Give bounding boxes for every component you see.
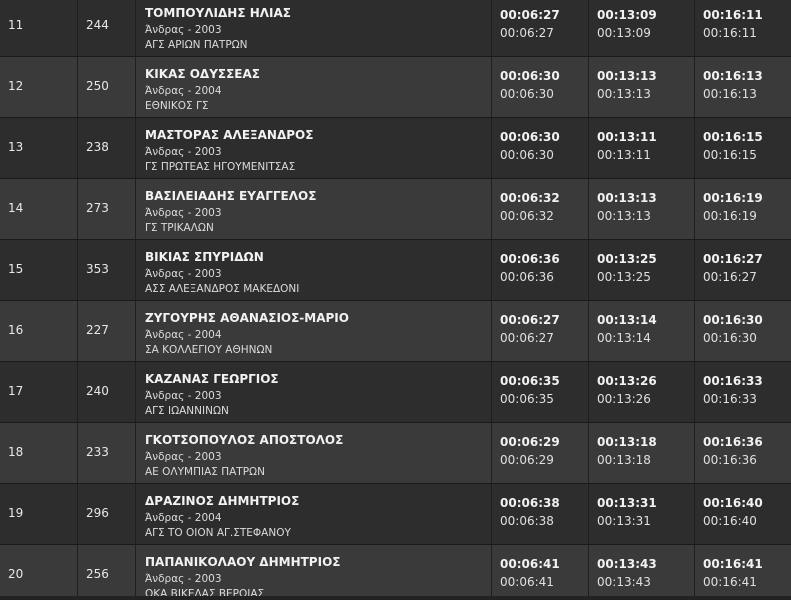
split-time: 00:06:36 xyxy=(500,252,560,266)
split-2-cell xyxy=(589,301,695,361)
athlete-category: Άνδρας - 2004 xyxy=(145,329,222,341)
athlete-cell xyxy=(136,301,492,361)
bib-number: 238 xyxy=(86,140,109,154)
athlete-club: ΑΓΣ ΑΡΙΩΝ ΠΑΤΡΩΝ xyxy=(145,39,248,51)
split-time-secondary: 00:13:13 xyxy=(597,87,651,101)
split-time: 00:16:40 xyxy=(703,496,763,510)
bib-cell xyxy=(78,118,136,178)
athlete-name[interactable]: ΖΥΓΟΥΡΗΣ ΑΘΑΝΑΣΙΟΣ-ΜΑΡΙΟ xyxy=(145,311,349,325)
rank: 12 xyxy=(8,79,24,93)
table-row[interactable] xyxy=(0,0,791,57)
split-3-cell xyxy=(695,118,791,178)
split-time-secondary: 00:06:29 xyxy=(500,453,554,467)
bib-cell xyxy=(78,240,136,300)
split-time: 00:06:29 xyxy=(500,435,560,449)
bib-cell xyxy=(78,0,136,56)
split-3-cell xyxy=(695,484,791,544)
split-2-cell xyxy=(589,545,695,596)
split-time-secondary: 00:13:18 xyxy=(597,453,651,467)
split-3-cell xyxy=(695,423,791,483)
rank: 20 xyxy=(8,567,24,581)
split-2-cell xyxy=(589,484,695,544)
split-time-secondary: 00:16:33 xyxy=(703,392,757,406)
athlete-category: Άνδρας - 2004 xyxy=(145,512,222,524)
table-row[interactable] xyxy=(0,545,791,596)
rank: 13 xyxy=(8,140,24,154)
athlete-cell xyxy=(136,0,492,56)
split-time: 00:06:41 xyxy=(500,557,560,571)
split-1-cell xyxy=(492,301,589,361)
split-1-cell xyxy=(492,484,589,544)
athlete-cell xyxy=(136,545,492,596)
athlete-category: Άνδρας - 2003 xyxy=(145,24,222,36)
athlete-club: ΓΣ ΤΡΙΚΑΛΩΝ xyxy=(145,222,214,234)
bib-cell xyxy=(78,362,136,422)
split-3-cell xyxy=(695,57,791,117)
split-2-cell xyxy=(589,0,695,56)
split-2-cell xyxy=(589,423,695,483)
table-row[interactable] xyxy=(0,240,791,301)
rank-cell xyxy=(0,57,78,117)
split-time-secondary: 00:13:13 xyxy=(597,209,651,223)
split-time: 00:13:13 xyxy=(597,69,657,83)
split-time: 00:16:27 xyxy=(703,252,763,266)
split-time: 00:06:30 xyxy=(500,130,560,144)
athlete-category: Άνδρας - 2003 xyxy=(145,207,222,219)
split-time-secondary: 00:13:25 xyxy=(597,270,651,284)
split-time: 00:13:25 xyxy=(597,252,657,266)
split-time-secondary: 00:06:27 xyxy=(500,331,554,345)
bib-cell xyxy=(78,301,136,361)
split-3-cell xyxy=(695,240,791,300)
split-2-cell xyxy=(589,57,695,117)
split-time-secondary: 00:13:09 xyxy=(597,26,651,40)
split-time-secondary: 00:16:41 xyxy=(703,575,757,589)
athlete-club: ΟΚΑ ΒΙΚΕΛΑΣ ΒΕΡΟΙΑΣ xyxy=(145,588,265,596)
split-2-cell xyxy=(589,118,695,178)
split-time-secondary: 00:06:27 xyxy=(500,26,554,40)
athlete-club: ΑΕ ΟΛΥΜΠΙΑΣ ΠΑΤΡΩΝ xyxy=(145,466,265,478)
athlete-club: ΑΓΣ ΤΟ ΟΙΟΝ ΑΓ.ΣΤΕΦΑΝΟΥ xyxy=(145,527,291,539)
split-time: 00:16:33 xyxy=(703,374,763,388)
split-time: 00:13:13 xyxy=(597,191,657,205)
athlete-cell xyxy=(136,179,492,239)
split-time-secondary: 00:06:32 xyxy=(500,209,554,223)
bib-number: 273 xyxy=(86,201,109,215)
rank-cell xyxy=(0,423,78,483)
split-time: 00:13:26 xyxy=(597,374,657,388)
bib-cell xyxy=(78,179,136,239)
bib-number: 240 xyxy=(86,384,109,398)
rank-cell xyxy=(0,118,78,178)
split-3-cell xyxy=(695,301,791,361)
split-time: 00:13:31 xyxy=(597,496,657,510)
split-time: 00:16:36 xyxy=(703,435,763,449)
bib-number: 296 xyxy=(86,506,109,520)
rank-cell xyxy=(0,179,78,239)
split-3-cell xyxy=(695,362,791,422)
split-3-cell xyxy=(695,0,791,56)
athlete-category: Άνδρας - 2003 xyxy=(145,390,222,402)
table-row[interactable] xyxy=(0,423,791,484)
split-time: 00:13:09 xyxy=(597,8,657,22)
split-time: 00:13:43 xyxy=(597,557,657,571)
athlete-cell xyxy=(136,484,492,544)
split-time-secondary: 00:16:13 xyxy=(703,87,757,101)
split-3-cell xyxy=(695,179,791,239)
table-row[interactable] xyxy=(0,484,791,545)
bib-cell xyxy=(78,545,136,596)
split-time: 00:16:11 xyxy=(703,8,763,22)
bib-number: 353 xyxy=(86,262,109,276)
split-time-secondary: 00:16:11 xyxy=(703,26,757,40)
split-time-secondary: 00:16:30 xyxy=(703,331,757,345)
athlete-club: ΣΑ ΚΟΛΛΕΓΙΟΥ ΑΘΗΝΩΝ xyxy=(145,344,273,356)
rank: 18 xyxy=(8,445,24,459)
split-time-secondary: 00:13:26 xyxy=(597,392,651,406)
split-time: 00:16:19 xyxy=(703,191,763,205)
athlete-cell xyxy=(136,118,492,178)
athlete-category: Άνδρας - 2004 xyxy=(145,85,222,97)
split-1-cell xyxy=(492,57,589,117)
bib-number: 256 xyxy=(86,567,109,581)
split-1-cell xyxy=(492,240,589,300)
athlete-name[interactable]: ΒΙΚΙΑΣ ΣΠΥΡΙΔΩΝ xyxy=(145,250,264,264)
athlete-name[interactable]: ΤΟΜΠΟΥΛΙΔΗΣ ΗΛΙΑΣ xyxy=(145,6,291,20)
table-row[interactable] xyxy=(0,118,791,179)
split-1-cell xyxy=(492,118,589,178)
split-1-cell xyxy=(492,0,589,56)
split-time: 00:06:32 xyxy=(500,191,560,205)
rank: 17 xyxy=(8,384,24,398)
split-time-secondary: 00:13:43 xyxy=(597,575,651,589)
split-time-secondary: 00:06:41 xyxy=(500,575,554,589)
rank: 16 xyxy=(8,323,24,337)
split-time-secondary: 00:16:19 xyxy=(703,209,757,223)
bib-number: 250 xyxy=(86,79,109,93)
rank-cell xyxy=(0,545,78,596)
athlete-club: ΕΘΝΙΚΟΣ ΓΣ xyxy=(145,100,209,112)
rank-cell xyxy=(0,0,78,56)
split-time: 00:16:41 xyxy=(703,557,763,571)
rank: 11 xyxy=(8,18,24,32)
table-row[interactable] xyxy=(0,179,791,240)
split-time: 00:06:27 xyxy=(500,8,560,22)
athlete-club: ΑΣΣ ΑΛΕΞΑΝΔΡΟΣ ΜΑΚΕΔΟΝΙ xyxy=(145,283,300,295)
split-2-cell xyxy=(589,179,695,239)
split-time-secondary: 00:06:35 xyxy=(500,392,554,406)
table-row[interactable] xyxy=(0,57,791,118)
split-time-secondary: 00:16:40 xyxy=(703,514,757,528)
split-time: 00:16:13 xyxy=(703,69,763,83)
split-time-secondary: 00:13:11 xyxy=(597,148,651,162)
table-row[interactable] xyxy=(0,301,791,362)
split-time: 00:16:30 xyxy=(703,313,763,327)
athlete-name[interactable]: ΚΑΖΑΝΑΣ ΓΕΩΡΓΙΟΣ xyxy=(145,372,279,386)
table-row[interactable] xyxy=(0,362,791,423)
athlete-cell xyxy=(136,362,492,422)
rank-cell xyxy=(0,362,78,422)
rank-cell xyxy=(0,240,78,300)
split-time-secondary: 00:13:14 xyxy=(597,331,651,345)
athlete-cell xyxy=(136,57,492,117)
bib-number: 244 xyxy=(86,18,109,32)
athlete-name[interactable]: ΠΑΠΑΝΙΚΟΛΑΟΥ ΔΗΜΗΤΡΙΟΣ xyxy=(145,555,341,569)
bib-cell xyxy=(78,57,136,117)
athlete-name[interactable]: ΜΑΣΤΟΡΑΣ ΑΛΕΞΑΝΔΡΟΣ xyxy=(145,128,314,142)
split-1-cell xyxy=(492,423,589,483)
bib-number: 227 xyxy=(86,323,109,337)
rank: 19 xyxy=(8,506,24,520)
split-time-secondary: 00:13:31 xyxy=(597,514,651,528)
rank: 14 xyxy=(8,201,24,215)
split-time-secondary: 00:16:27 xyxy=(703,270,757,284)
athlete-category: Άνδρας - 2003 xyxy=(145,146,222,158)
split-time: 00:06:27 xyxy=(500,313,560,327)
split-time-secondary: 00:16:36 xyxy=(703,453,757,467)
athlete-category: Άνδρας - 2003 xyxy=(145,573,222,585)
bib-cell xyxy=(78,484,136,544)
rank-cell xyxy=(0,301,78,361)
athlete-cell xyxy=(136,423,492,483)
athlete-name[interactable]: ΔΡΑΖΙΝΟΣ ΔΗΜΗΤΡΙΟΣ xyxy=(145,494,300,508)
split-2-cell xyxy=(589,362,695,422)
split-time-secondary: 00:16:15 xyxy=(703,148,757,162)
rank: 15 xyxy=(8,262,24,276)
split-time-secondary: 00:06:30 xyxy=(500,87,554,101)
athlete-category: Άνδρας - 2003 xyxy=(145,268,222,280)
athlete-club: ΓΣ ΠΡΩΤΕΑΣ ΗΓΟΥΜΕΝΙΤΣΑΣ xyxy=(145,161,296,173)
bib-cell xyxy=(78,423,136,483)
split-time: 00:13:18 xyxy=(597,435,657,449)
split-2-cell xyxy=(589,240,695,300)
athlete-cell xyxy=(136,240,492,300)
athlete-name[interactable]: ΒΑΣΙΛΕΙΑΔΗΣ ΕΥΑΓΓΕΛΟΣ xyxy=(145,189,317,203)
athlete-club: ΑΓΣ ΙΩΑΝΝΙΝΩΝ xyxy=(145,405,229,417)
rank-cell xyxy=(0,484,78,544)
split-time-secondary: 00:06:38 xyxy=(500,514,554,528)
bib-number: 233 xyxy=(86,445,109,459)
split-1-cell xyxy=(492,545,589,596)
split-1-cell xyxy=(492,362,589,422)
split-time: 00:06:35 xyxy=(500,374,560,388)
split-time: 00:06:30 xyxy=(500,69,560,83)
split-time: 00:06:38 xyxy=(500,496,560,510)
athlete-name[interactable]: ΓΚΟΤΣΟΠΟΥΛΟΣ ΑΠΟΣΤΟΛΟΣ xyxy=(145,433,344,447)
split-3-cell xyxy=(695,545,791,596)
split-time-secondary: 00:06:36 xyxy=(500,270,554,284)
split-time: 00:16:15 xyxy=(703,130,763,144)
split-1-cell xyxy=(492,179,589,239)
split-time: 00:13:11 xyxy=(597,130,657,144)
athlete-category: Άνδρας - 2003 xyxy=(145,451,222,463)
split-time: 00:13:14 xyxy=(597,313,657,327)
split-time-secondary: 00:06:30 xyxy=(500,148,554,162)
athlete-name[interactable]: ΚΙΚΑΣ ΟΔΥΣΣΕΑΣ xyxy=(145,67,260,81)
